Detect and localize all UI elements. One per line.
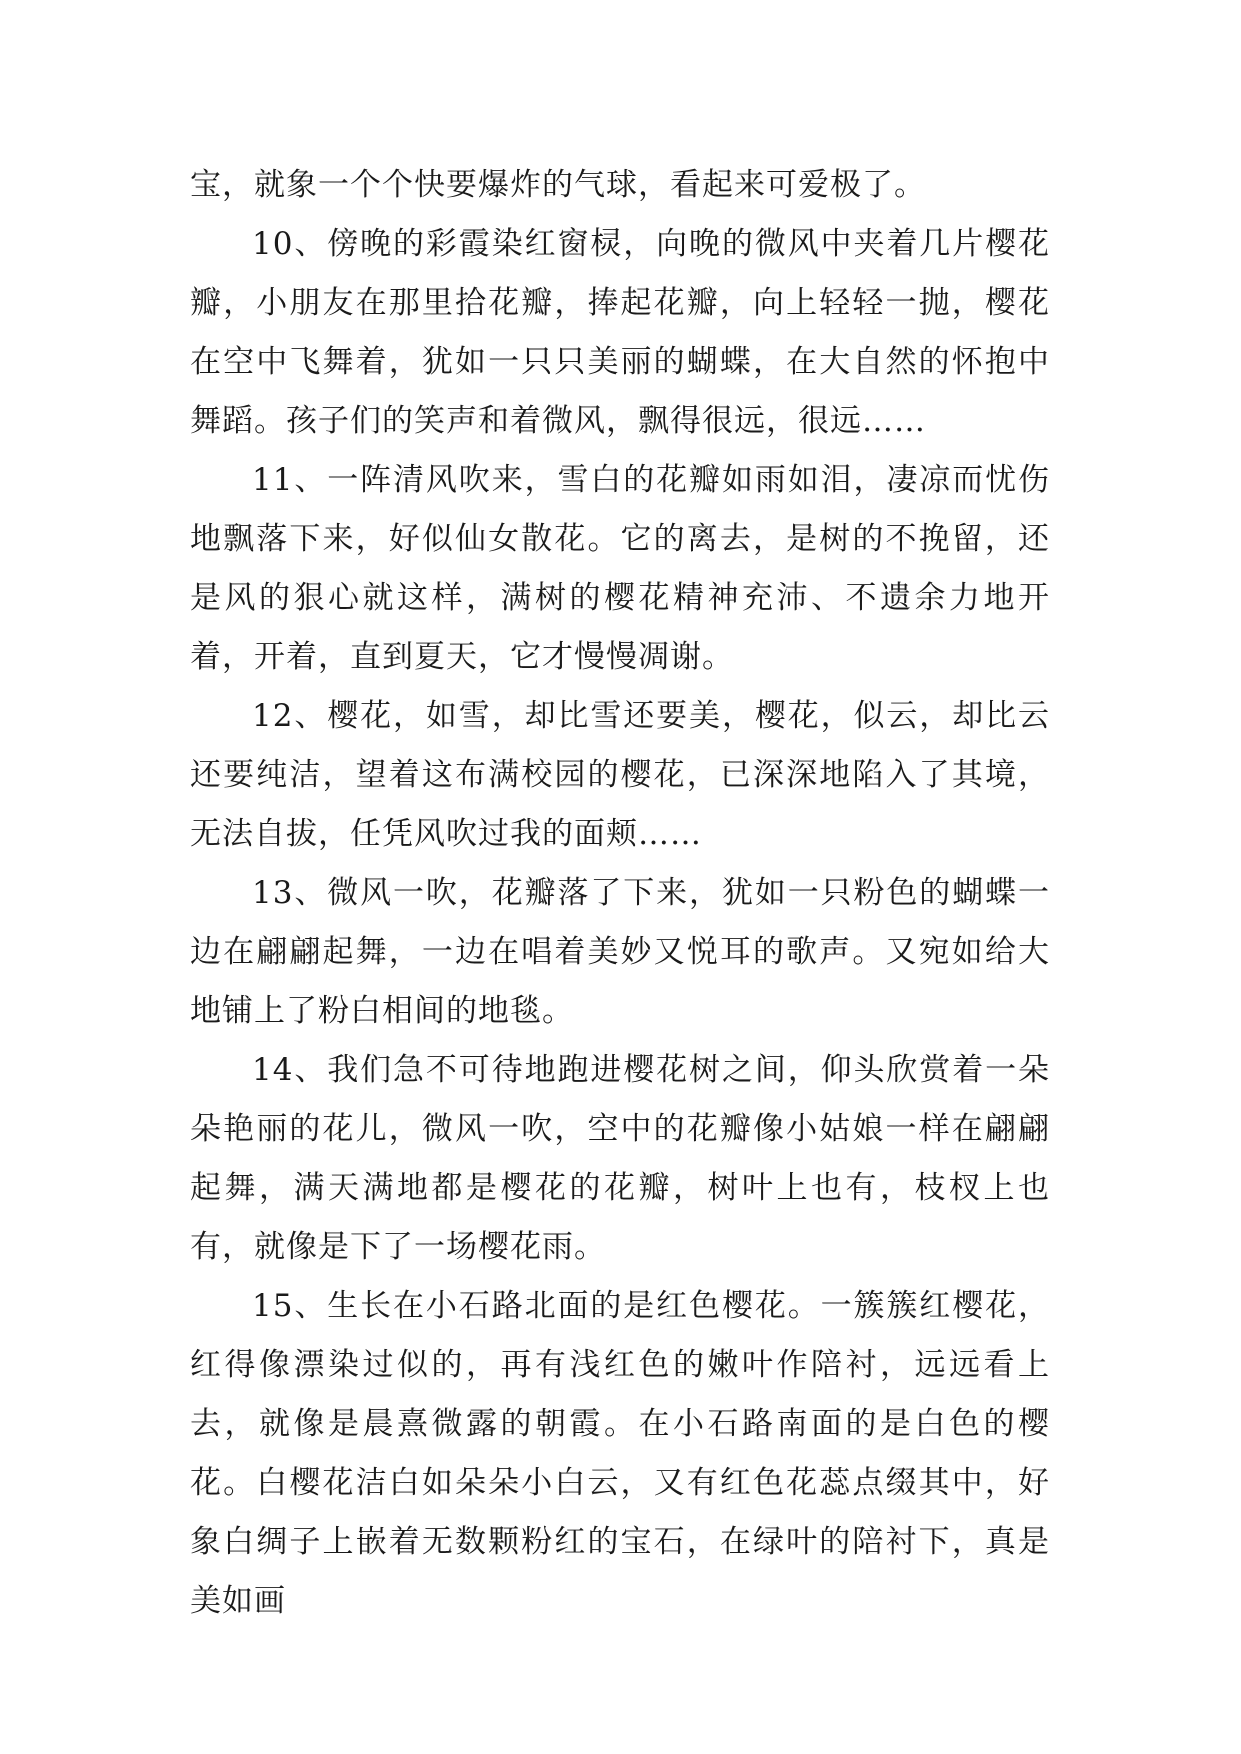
document-body: [190, 156, 1050, 1631]
paragraph-14: 14、我们急不可待地跑进樱花树之间，仰头欣赏着一朵朵艳丽的花儿，微风一吹，空中的花瓣像小姑娘一样在翩翩起舞，满天满地都是樱花的花瓣，树叶上也有，枝杈上也有，就像是下了一场樱花雨。: [190, 1052, 1050, 1265]
paragraph-12: 12、樱花，如雪，却比雪还要美，樱花，似云，却比云还要纯洁，望着这布满校园的樱花，已深深地陷入了其境，无法自拔，任凭风吹过我的面颊……: [190, 698, 1050, 852]
paragraph-10: 10、傍晚的彩霞染红窗棂，向晚的微风中夹着几片樱花瓣，小朋友在那里拾花瓣，捧起花瓣，向上轻轻一抛，樱花在空中飞舞着，犹如一只只美丽的蝴蝶，在大自然的怀抱中舞蹈。孩子们的笑声和着微风，飘得很远，很远……: [190, 226, 1050, 439]
paragraph-15: 15、生长在小石路北面的是红色樱花。一簇簇红樱花，红得像漂染过似的，再有浅红色的嫩叶作陪衬，远远看上去，就像是晨熹微露的朝霞。在小石路南面的是白色的樱花。白樱花洁白如朵朵小白云，又有红色花蕊点缀其中，好象白绸子上嵌着无数颗粉红的宝石，在绿叶的陪衬下，真是美如画: [190, 1288, 1050, 1619]
paragraph-continuation: 宝，就象一个个快要爆炸的气球，看起来可爱极了。: [190, 167, 926, 203]
paragraph-13: 13、微风一吹，花瓣落了下来，犹如一只粉色的蝴蝶一边在翩翩起舞，一边在唱着美妙又悦耳的歌声。又宛如给大地铺上了粉白相间的地毯。: [190, 875, 1050, 1029]
paragraph-11: 11、一阵清风吹来，雪白的花瓣如雨如泪，凄凉而忧伤地飘落下来，好似仙女散花。它的离去，是树的不挽留，还是风的狠心就这样，满树的樱花精神充沛、不遗余力地开着，开着，直到夏天，它才慢慢凋谢。: [190, 462, 1050, 675]
